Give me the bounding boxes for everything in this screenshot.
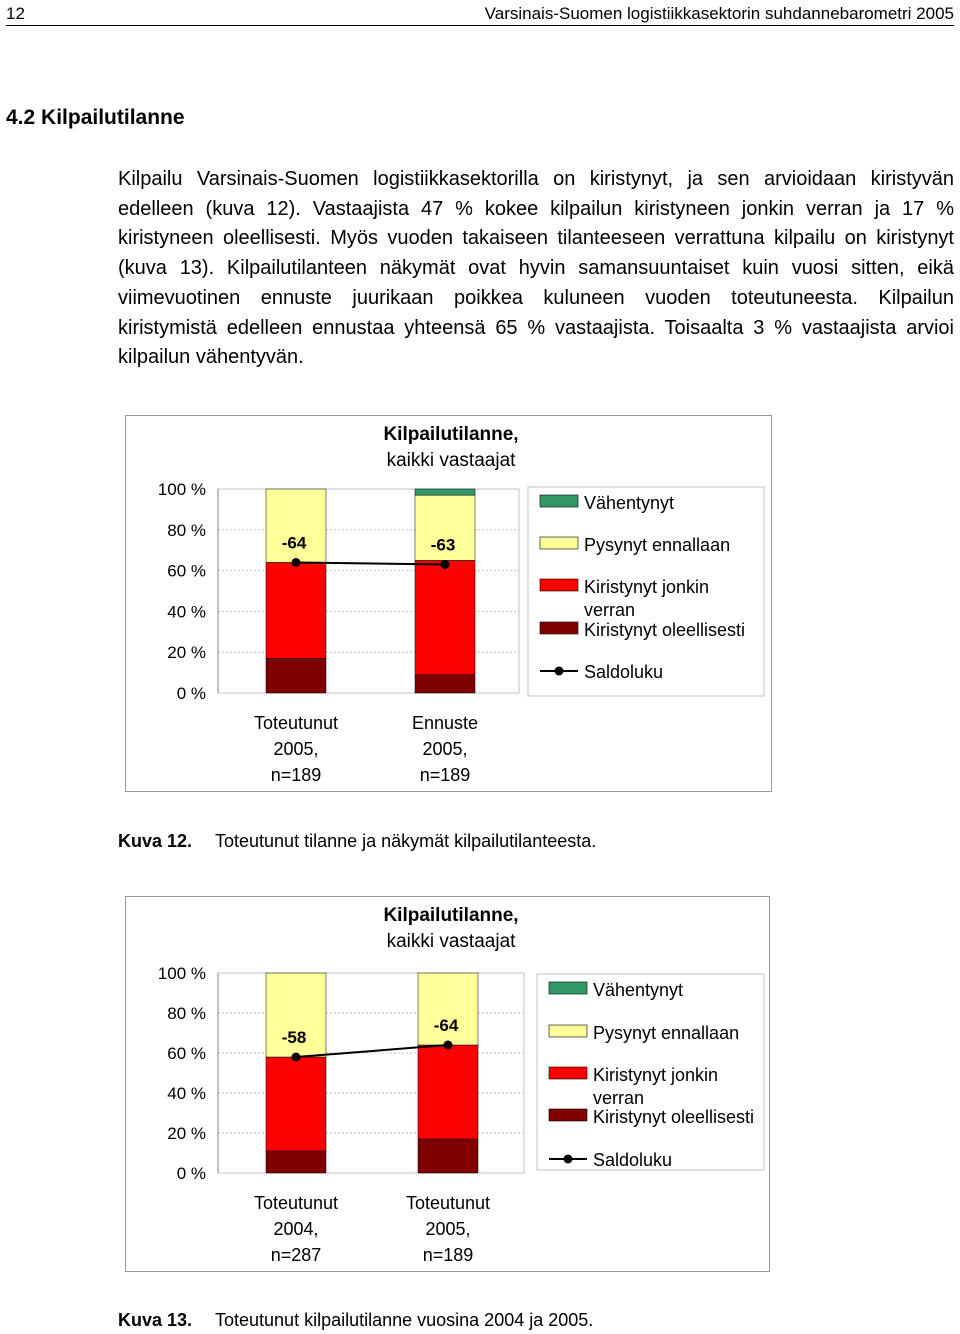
- legend-label: Pysynyt ennallaan: [584, 535, 731, 555]
- saldoluku-data-label: -64: [281, 533, 307, 553]
- x-category-label: n=189: [419, 765, 471, 785]
- caption-label: Kuva 13.: [118, 1310, 193, 1330]
- legend-label: Kiristynyt oleellisesti: [584, 620, 746, 640]
- y-tick-label: 100 %: [157, 480, 206, 499]
- bar-segment: [415, 675, 475, 693]
- legend-label: verran: [593, 1088, 645, 1108]
- x-category-label: n=287: [270, 1245, 322, 1265]
- bar-segment: [418, 1139, 478, 1173]
- legend-label: Kiristynyt jonkin: [584, 577, 710, 597]
- legend-line-marker: [564, 1155, 573, 1164]
- bar-segment: [266, 1057, 326, 1151]
- chart-kuva-12-svg: [126, 416, 771, 791]
- legend-swatch: [549, 982, 587, 994]
- figure-caption-13: [118, 1310, 593, 1331]
- legend-swatch: [540, 622, 578, 634]
- y-tick-label: 40 %: [167, 1084, 206, 1103]
- bar-segment: [418, 1045, 478, 1139]
- caption-text: Toteutunut kilpailutilanne vuosina 2004 ja 2005.: [215, 1310, 594, 1330]
- legend-swatch: [540, 537, 578, 549]
- y-tick-label: 80 %: [167, 1004, 206, 1023]
- legend-swatch: [549, 1067, 587, 1079]
- caption-label: Kuva 12.: [118, 831, 193, 851]
- saldoluku-data-label: -58: [281, 1028, 307, 1047]
- bar-segment: [266, 1151, 326, 1173]
- saldoluku-data-label: -63: [430, 535, 456, 555]
- x-category-label: 2004,: [273, 1219, 319, 1239]
- y-tick-label: 60 %: [167, 1044, 206, 1063]
- figure-caption-12: [118, 831, 596, 852]
- x-category-label: Toteutunut: [253, 713, 339, 733]
- page-header: [6, 2, 954, 26]
- x-category-label: n=189: [422, 1245, 474, 1265]
- x-category-label: Toteutunut: [405, 1193, 491, 1213]
- y-tick-label: 40 %: [167, 602, 206, 622]
- x-category-label: 2005,: [273, 739, 319, 759]
- x-category-label: Toteutunut: [253, 1193, 339, 1213]
- legend-label: Saldoluku: [584, 662, 664, 682]
- chart-kuva-12: [125, 415, 772, 792]
- y-tick-label: 80 %: [167, 520, 206, 540]
- body-paragraph: Kilpailu Varsinais-Suomen logistiikkasektorilla on kiristynyt, ja sen arvioidaan kiristyvän edelleen (kuva 12). Vastaajista 47 % kokee kilpailun kiristyneen jonkin verran ja 17 % kiristyneen oleellisesti. Myös vuoden takaiseen tilanteeseen verrattuna kilpailu on kiristynyt (kuva 13). Kilpailutilanteen näkymät ovat hyvin samansuuntaiset kuin vuosi sitten, eikä viimevuotinen ennuste juurikaan poikkea kuluneen vuoden toteutuneesta. Kilpailun kiristymistä edelleen ennustaa yhteensä 65 % vastaajista. Toisaalta 3 % vastaajista arvioi kilpailun vähentyvän.: [118, 168, 954, 369]
- saldoluku-point: [441, 560, 450, 569]
- legend-label: Saldoluku: [593, 1150, 673, 1170]
- saldoluku-point: [292, 1053, 301, 1062]
- legend-label: verran: [584, 600, 636, 620]
- y-tick-label: 20 %: [167, 1124, 206, 1143]
- legend-swatch: [540, 495, 578, 507]
- chart-kuva-13-svg: [126, 897, 769, 1271]
- chart-kuva-13: [125, 896, 770, 1272]
- legend-line-marker: [555, 667, 564, 676]
- section-title: 4.2 Kilpailutilanne: [6, 106, 185, 129]
- legend-label: Vähentynyt: [584, 493, 675, 513]
- y-tick-label: 0 %: [176, 684, 206, 703]
- running-title: Varsinais-Suomen logistiikkasektorin suhdannebarometri 2005: [484, 4, 954, 23]
- saldoluku-point: [292, 558, 301, 567]
- saldoluku-data-label: -64: [433, 1016, 459, 1035]
- legend-swatch: [540, 579, 578, 591]
- legend-label: Kiristynyt jonkin: [593, 1065, 719, 1085]
- y-tick-label: 60 %: [167, 561, 206, 581]
- bar-segment: [266, 562, 326, 658]
- chart-title-line: kaikki vastaajat: [386, 931, 516, 952]
- bar-segment: [266, 658, 326, 693]
- legend-label: Vähentynyt: [593, 980, 684, 1000]
- saldoluku-point: [444, 1041, 453, 1050]
- y-tick-label: 20 %: [167, 643, 206, 663]
- chart-title-line: kaikki vastaajat: [386, 450, 516, 471]
- legend-swatch: [549, 1109, 587, 1121]
- legend-swatch: [549, 1025, 587, 1037]
- chart-title-line: Kilpailutilanne,: [383, 424, 519, 445]
- x-category-label: 2005,: [422, 739, 468, 759]
- caption-text: Toteutunut tilanne ja näkymät kilpailutilanteesta.: [215, 831, 597, 851]
- bar-segment: [415, 489, 475, 495]
- page-number: 12: [6, 4, 25, 23]
- y-tick-label: 100 %: [157, 964, 206, 983]
- legend-label: Kiristynyt oleellisesti: [593, 1107, 755, 1127]
- chart-title-line: Kilpailutilanne,: [383, 905, 519, 926]
- x-category-label: Ennuste: [411, 713, 479, 733]
- y-tick-label: 0 %: [176, 1164, 206, 1183]
- x-category-label: n=189: [270, 765, 322, 785]
- x-category-label: 2005,: [425, 1219, 471, 1239]
- bar-segment: [415, 560, 475, 674]
- legend-label: Pysynyt ennallaan: [593, 1023, 740, 1043]
